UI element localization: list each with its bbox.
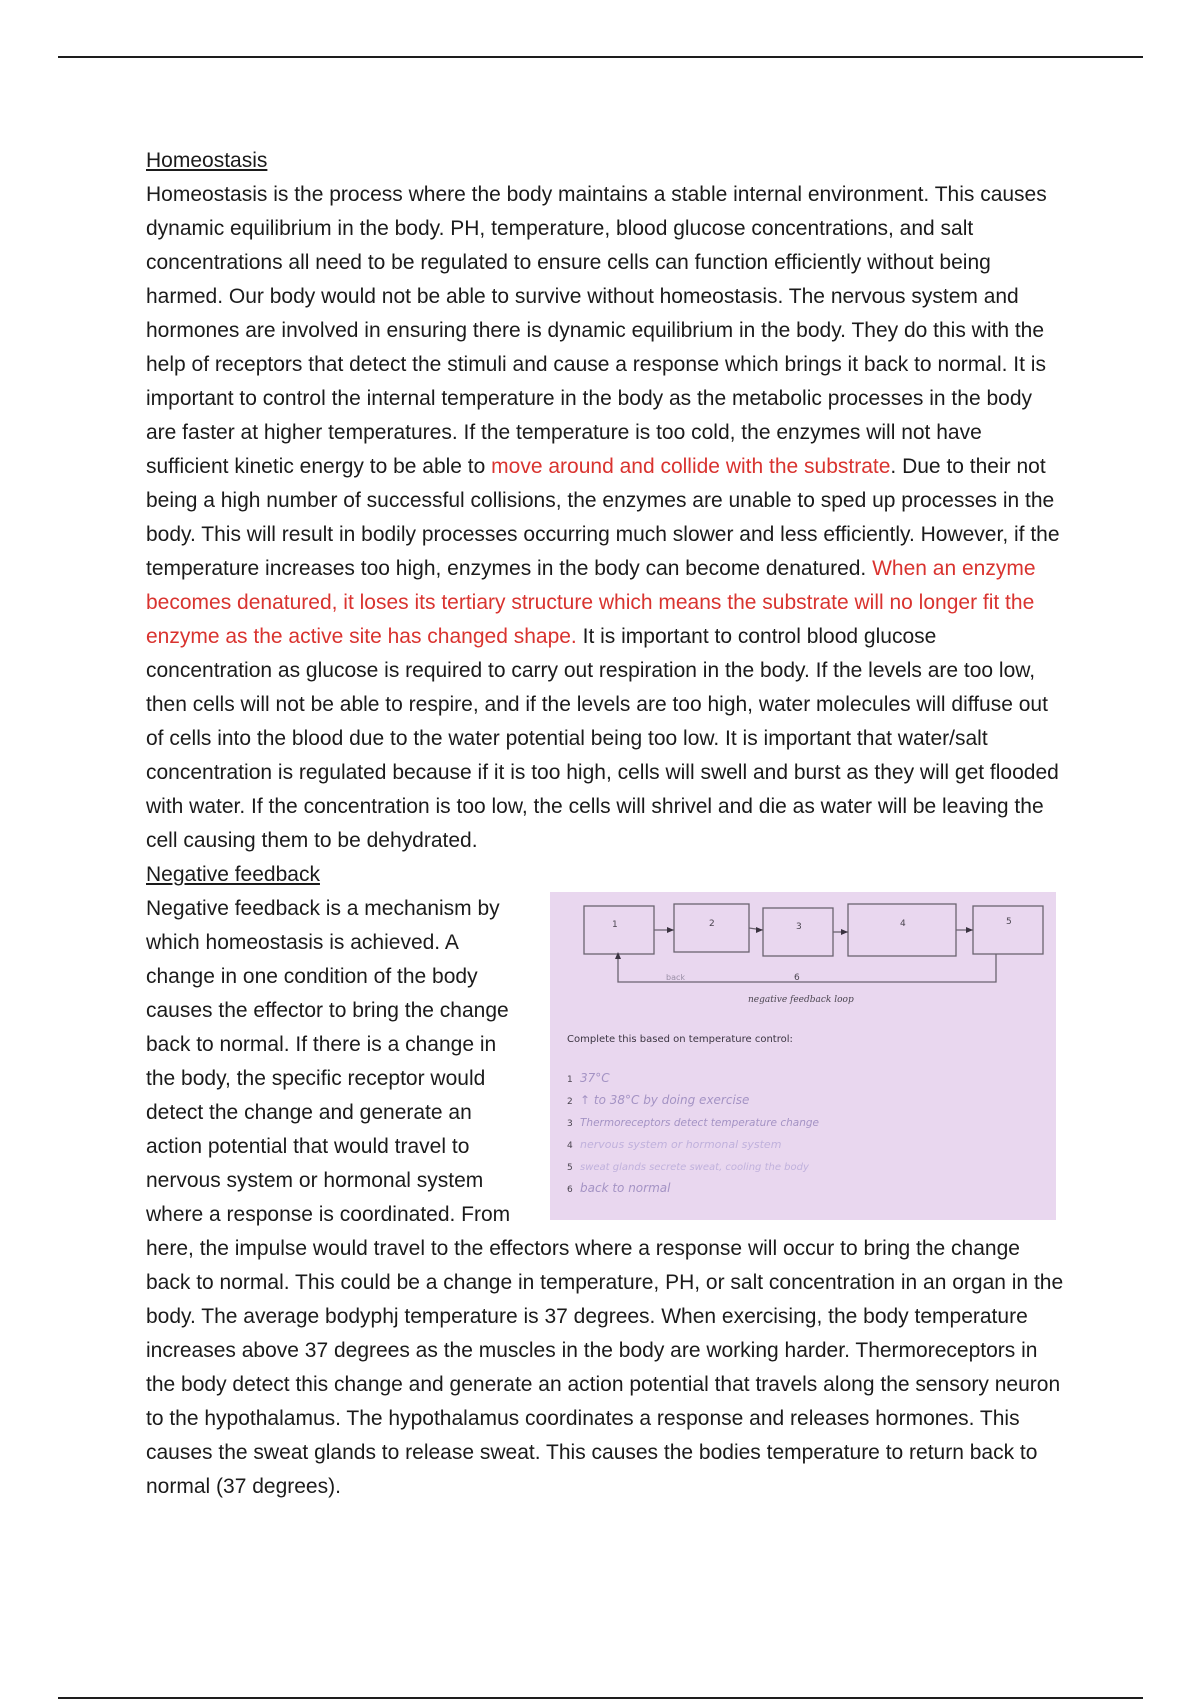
top-rule: [58, 56, 1143, 58]
feedback-loop-svg: [550, 892, 1056, 1220]
loop-box-3: [763, 908, 833, 956]
paragraph-text: . Due to their not being a high number of successful collisions, the enzymes are unable to sped up processes in the body. This will result in bodily processes occurring much slower and less efficiently. However, if the temperature increases too high, enzymes in the body can become denatured.: [146, 455, 1060, 580]
loop-caption: negative feedback loop: [748, 995, 854, 1005]
answer-handwriting: Thermoreceptors detect temperature change: [580, 1117, 819, 1129]
paragraph-text: It is important to control blood glucose concentration as glucose is required to carry out respiration in the body. If the levels are too low, then cells will not be able to respire, and if the levels are too high, water molecules will diffuse out of cells into the blood due to the water potential being too low. It is important that water/salt concentration is regulated because if it is too high, cells will swell and burst as they will get flooded with water. If the concentration is too low, the cells will shrivel and die as water will be leaving the cell causing them to be dehydrated.: [146, 625, 1059, 852]
negative-feedback-paragraph-left: Negative feedback is a mechanism by which homeostasis is achieved. A change in one condition of the body causes the effector to bring the change back to normal. If there is a change in the body, the specific receptor would detect the change and generate an action potential that would travel to nervous system or hormonal system where a response is coordinated. From: [146, 897, 511, 1226]
loop-box-4: [848, 904, 956, 956]
negative-feedback-paragraph-rest: here, the impulse would travel to the effectors where a response will occur to bring the change back to normal. This could be a change in temperature, PH, or salt concentration in an organ in the body. The average bodyphj temperature is 37 degrees. When exercising, the body temperature increases above 37 degrees as the muscles in the body are working harder. Thermoreceptors in the body detect this change and generate an action potential that travels along the sensory neuron to the hypothalamus. The hypothalamus coordinates a response and releases hormones. This causes the sweat glands to release sweat. This causes the bodies temperature to return back to normal (37 degrees).: [146, 1237, 1064, 1498]
answer-number: 5: [567, 1163, 573, 1173]
answer-number: 2: [567, 1097, 573, 1107]
document-body: [146, 144, 1066, 1504]
negative-feedback-heading: Negative feedback: [146, 863, 320, 886]
feedback-loop-diagram: [550, 892, 1056, 1220]
box-label-4: 4: [900, 919, 906, 929]
highlighted-text: move around and collide with the substrate: [491, 455, 891, 478]
answer-handwriting: back to normal: [580, 1181, 671, 1195]
answer-number: 3: [567, 1119, 573, 1129]
loop-box-1: [584, 906, 654, 954]
answer-handwriting: ↑ to 38°C by doing exercise: [580, 1093, 750, 1107]
homeostasis-paragraph: [146, 178, 1066, 858]
box-label-5: 5: [1006, 917, 1012, 927]
loop-box-5: [973, 906, 1043, 954]
negative-feedback-section: [146, 892, 1066, 1232]
highlighted-text: When an enzyme becomes denatured, it loses its tertiary structure which means the substrate will no longer fit the enzyme as the active site has changed shape.: [146, 557, 1036, 648]
instruction-text: Complete this based on temperature control:: [567, 1034, 793, 1045]
loop-label-6: 6: [794, 973, 800, 983]
answer-number: 4: [567, 1141, 573, 1151]
loop-handwritten-word: back: [666, 973, 686, 982]
answer-handwriting: sweat glands secrete sweat, cooling the body: [580, 1162, 809, 1173]
answer-handwriting: 37°C: [580, 1071, 610, 1085]
homeostasis-heading: Homeostasis: [146, 149, 268, 172]
answer-number: 6: [567, 1185, 573, 1195]
box-label-1: 1: [612, 920, 618, 930]
box-label-2: 2: [709, 919, 715, 929]
answer-number: 1: [567, 1075, 573, 1085]
answer-handwriting: nervous system or hormonal system: [580, 1138, 782, 1151]
paragraph-text: Homeostasis is the process where the body maintains a stable internal environment. This causes dynamic equilibrium in the body. PH, temperature, blood glucose concentrations, and salt concentrations all need to be regulated to ensure cells can function efficiently without being harmed. Our body would not be able to survive without homeostasis. The nervous system and hormones are involved in ensuring there is dynamic equilibrium in the body. They do this with the help of receptors that detect the stimuli and cause a response which brings it back to normal. It is important to control the internal temperature in the body as the metabolic processes in the body are faster at higher temperatures. If the temperature is too cold, the enzymes will not have sufficient kinetic energy to be able to: [146, 183, 1047, 478]
box-label-3: 3: [796, 922, 802, 932]
bottom-rule: [58, 1697, 1143, 1699]
